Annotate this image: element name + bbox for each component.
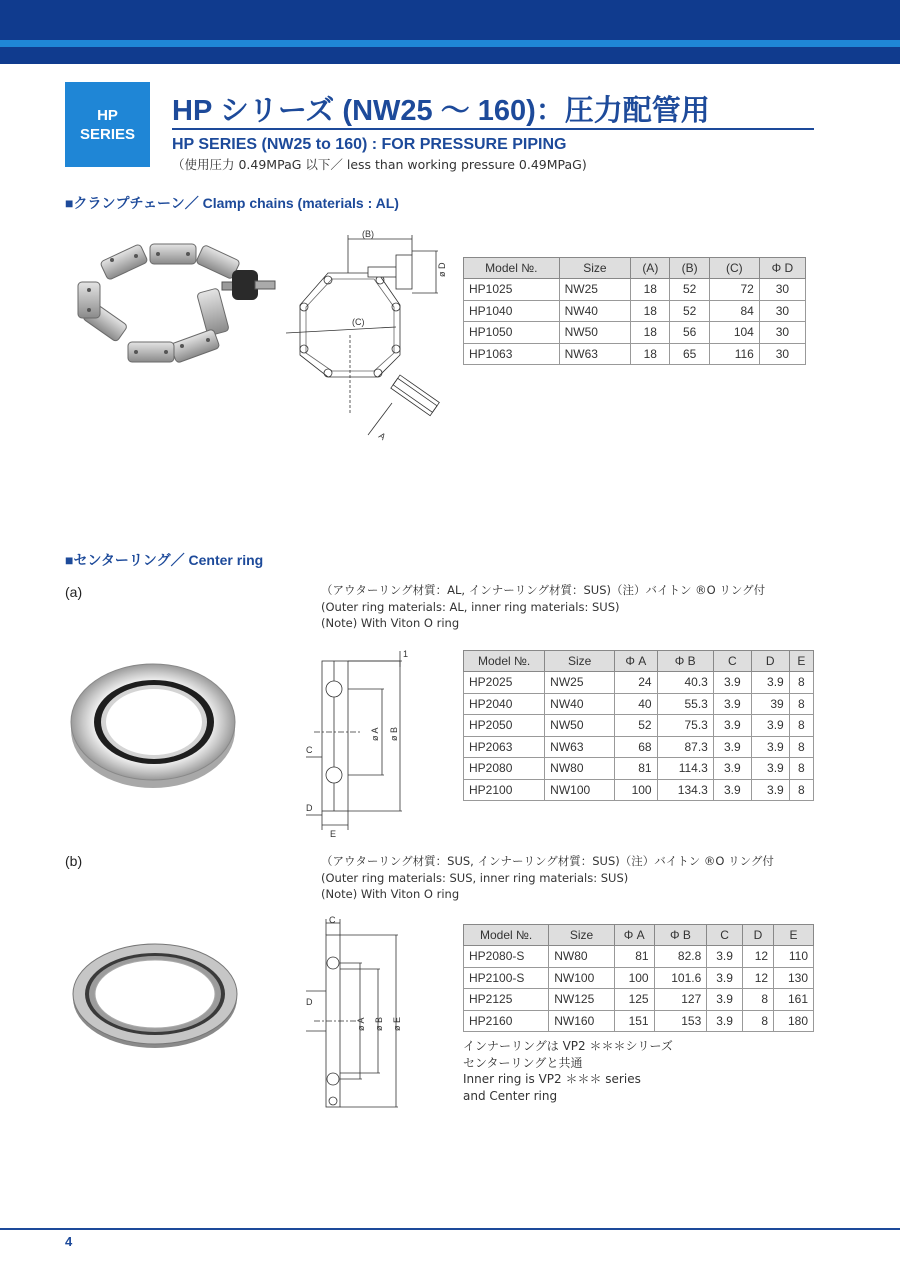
table-cell: 12 (742, 967, 773, 989)
table-cell: 3.9 (707, 967, 743, 989)
clamp-chain-photo (72, 238, 282, 378)
table-row (464, 343, 806, 365)
table-cell: NW50 (559, 322, 631, 344)
center-ring-a-photo (68, 658, 238, 790)
ring-b-label-e: ø E (392, 1016, 402, 1031)
column-header: D (742, 925, 773, 946)
ring-a-label-c: C (306, 745, 313, 755)
variant-label-b: (b) (65, 853, 83, 869)
page-subtitle: （使用圧力 0.49MPaG 以下／ less than working pressure 0.49MPaG) (172, 157, 587, 172)
footnote-line: インナーリングは VP2 ＊＊＊シリーズ (463, 1039, 673, 1053)
table-cell: HP2100-S (464, 967, 549, 989)
table-cell: 130 (774, 967, 814, 989)
column-header: (C) (709, 258, 759, 279)
column-header: E (789, 651, 813, 672)
footnote-line: センターリングと共通 (463, 1055, 583, 1070)
table-cell: 104 (709, 322, 759, 344)
table-cell: HP2160 (464, 1010, 549, 1032)
table-cell: 3.9 (713, 672, 751, 694)
note-line: （アウターリング材質：SUS, インナーリング材質：SUS)（注）バイトン ®O リング付 (321, 854, 774, 868)
table-cell: NW63 (559, 343, 631, 365)
table-cell: HP1040 (464, 300, 560, 322)
table-cell: 3.9 (713, 693, 751, 715)
section-title-center-ring: ■センターリング／ Center ring (65, 552, 264, 568)
clamp-chain-diagram (280, 225, 460, 455)
table-cell: 30 (759, 343, 805, 365)
ring-a-label-b: ø B (389, 726, 399, 741)
table-cell: 114.3 (657, 758, 713, 780)
table-cell: 75.3 (657, 715, 713, 737)
table-cell: HP2063 (464, 736, 545, 758)
note-line: (Note) With Viton O ring (321, 616, 460, 630)
center-ring-b-table (463, 924, 814, 1032)
note-line: (Outer ring materials: SUS, inner ring materials: SUS) (321, 870, 629, 885)
center-ring-b-diagram (300, 915, 420, 1110)
table-row (464, 693, 814, 715)
header-band (0, 0, 900, 40)
page-title-jp: HP シリーズ (NW25 ～ 160)：圧力配管用 (172, 95, 710, 127)
variant-label-a: (a) (65, 584, 83, 600)
table-cell: HP2040 (464, 693, 545, 715)
table-cell: 18 (631, 279, 670, 301)
table-cell: HP1025 (464, 279, 560, 301)
table-cell: NW125 (549, 989, 615, 1011)
table-cell: 8 (789, 672, 813, 694)
table-cell: 8 (789, 736, 813, 758)
table-cell: 101.6 (654, 967, 707, 989)
table-cell: 153 (654, 1010, 707, 1032)
footnote-line: Inner ring is VP2 ＊＊＊ series (463, 1072, 641, 1086)
column-header: (A) (631, 258, 670, 279)
table-row (464, 1010, 814, 1032)
ring-b-footnote (463, 1038, 673, 1104)
column-header: (B) (670, 258, 709, 279)
badge-line-1: HP (97, 107, 118, 124)
table-row (464, 946, 814, 968)
table-cell: 52 (615, 715, 658, 737)
table-cell: 8 (742, 1010, 773, 1032)
table-cell: 56 (670, 322, 709, 344)
table-cell: 72 (709, 279, 759, 301)
header-stripe (0, 40, 900, 47)
table-cell: 161 (774, 989, 814, 1011)
table-cell: 12 (742, 946, 773, 968)
table-row (464, 322, 806, 344)
column-header: Φ B (657, 651, 713, 672)
table-cell: 30 (759, 279, 805, 301)
column-header: C (707, 925, 743, 946)
clamp-chain-table (463, 257, 806, 365)
table-cell: 65 (670, 343, 709, 365)
ring-a-label-a: ø A (370, 727, 380, 741)
table-cell: NW100 (545, 779, 615, 801)
table-cell: HP2080 (464, 758, 545, 780)
table-cell: 18 (631, 343, 670, 365)
table-cell: 52 (670, 279, 709, 301)
table-cell: 30 (759, 322, 805, 344)
table-cell: NW25 (559, 279, 631, 301)
column-header: E (774, 925, 814, 946)
table-cell: NW25 (545, 672, 615, 694)
series-badge (65, 82, 150, 167)
ring-a-label-e: E (330, 829, 337, 839)
table-cell: 3.9 (707, 1010, 743, 1032)
table-cell: HP2050 (464, 715, 545, 737)
column-header: Size (545, 651, 615, 672)
table-cell: 87.3 (657, 736, 713, 758)
ring-b-label-d: D (306, 997, 313, 1007)
title-divider (172, 128, 814, 130)
table-cell: 3.9 (707, 946, 743, 968)
table-cell: 125 (614, 989, 654, 1011)
table-header-row (464, 925, 814, 946)
ring-a-label-one: 1 (403, 649, 409, 659)
table-cell: 3.9 (751, 779, 789, 801)
table-row (464, 736, 814, 758)
table-cell: 134.3 (657, 779, 713, 801)
clamp-diagram-label-b: (B) (362, 229, 374, 239)
table-cell: NW40 (545, 693, 615, 715)
table-cell: 68 (615, 736, 658, 758)
table-cell: 151 (614, 1010, 654, 1032)
table-cell: 3.9 (751, 715, 789, 737)
table-row (464, 758, 814, 780)
table-cell: 84 (709, 300, 759, 322)
table-cell: 82.8 (654, 946, 707, 968)
table-cell: 8 (789, 693, 813, 715)
table-cell: NW100 (549, 967, 615, 989)
center-ring-b-photo (70, 940, 240, 1050)
column-header: D (751, 651, 789, 672)
table-cell: 81 (614, 946, 654, 968)
table-cell: NW40 (559, 300, 631, 322)
table-cell: HP1050 (464, 322, 560, 344)
column-header: Φ A (615, 651, 658, 672)
clamp-diagram-label-c: (C) (352, 317, 365, 327)
table-cell: NW63 (545, 736, 615, 758)
table-cell: 3.9 (751, 736, 789, 758)
page-title-en: HP SERIES (NW25 to 160) : FOR PRESSURE PIPING (172, 136, 567, 153)
ring-b-label-a: ø A (356, 1017, 366, 1031)
table-row (464, 300, 806, 322)
column-header: Model №. (464, 925, 549, 946)
table-cell: 180 (774, 1010, 814, 1032)
column-header: Φ B (654, 925, 707, 946)
ring-b-label-c: C (329, 915, 336, 925)
table-cell: 3.9 (751, 672, 789, 694)
table-row (464, 672, 814, 694)
table-cell: 40 (615, 693, 658, 715)
table-cell: 18 (631, 300, 670, 322)
column-header: Model №. (464, 651, 545, 672)
note-line: (Note) With Viton O ring (321, 887, 460, 901)
center-ring-a-diagram (300, 645, 420, 840)
table-cell: 100 (615, 779, 658, 801)
variant-b-note (321, 853, 774, 903)
table-row (464, 715, 814, 737)
column-header: Φ D (759, 258, 805, 279)
table-cell: 127 (654, 989, 707, 1011)
note-line: （アウターリング材質：AL, インナーリング材質：SUS)（注）バイトン ®O リング付 (321, 583, 766, 597)
badge-line-2: SERIES (79, 126, 136, 143)
table-cell: 52 (670, 300, 709, 322)
table-cell: 39 (751, 693, 789, 715)
table-row (464, 989, 814, 1011)
table-cell: NW50 (545, 715, 615, 737)
table-cell: 3.9 (713, 736, 751, 758)
table-cell: 116 (709, 343, 759, 365)
table-cell: 8 (789, 715, 813, 737)
table-cell: 8 (789, 758, 813, 780)
table-cell: 18 (631, 322, 670, 344)
clamp-diagram-label-d: ø D (437, 262, 447, 277)
table-cell: HP2080-S (464, 946, 549, 968)
table-cell: 30 (759, 300, 805, 322)
table-cell: 40.3 (657, 672, 713, 694)
page-number: 4 (65, 1234, 73, 1249)
table-row (464, 967, 814, 989)
table-cell: HP2100 (464, 779, 545, 801)
table-cell: 110 (774, 946, 814, 968)
footer-divider (0, 1228, 900, 1230)
table-cell: 3.9 (713, 758, 751, 780)
table-cell: HP2025 (464, 672, 545, 694)
table-cell: 3.9 (707, 989, 743, 1011)
table-cell: NW160 (549, 1010, 615, 1032)
header-band-lower (0, 47, 900, 64)
table-cell: 100 (614, 967, 654, 989)
column-header: Model №. (464, 258, 560, 279)
footnote-line: and Center ring (463, 1088, 558, 1103)
column-header: Φ A (614, 925, 654, 946)
table-cell: NW80 (545, 758, 615, 780)
table-cell: 81 (615, 758, 658, 780)
table-cell: 3.9 (713, 779, 751, 801)
clamp-diagram-label-a: A (376, 430, 388, 443)
variant-a-note (321, 582, 765, 632)
note-line: (Outer ring materials: AL, inner ring materials: SUS) (321, 599, 620, 614)
column-header: Size (559, 258, 631, 279)
center-ring-a-table (463, 650, 814, 801)
table-cell: 8 (789, 779, 813, 801)
table-row (464, 279, 806, 301)
table-cell: 24 (615, 672, 658, 694)
table-cell: HP1063 (464, 343, 560, 365)
table-cell: NW80 (549, 946, 615, 968)
column-header: C (713, 651, 751, 672)
table-cell: 3.9 (713, 715, 751, 737)
table-cell: 3.9 (751, 758, 789, 780)
table-header-row (464, 651, 814, 672)
column-header: Size (549, 925, 615, 946)
ring-a-label-d: D (306, 803, 313, 813)
table-cell: HP2125 (464, 989, 549, 1011)
table-row (464, 779, 814, 801)
table-cell: 55.3 (657, 693, 713, 715)
ring-b-label-b: ø B (374, 1016, 384, 1031)
table-header-row (464, 258, 806, 279)
section-title-clamp: ■クランプチェーン／ Clamp chains (materials : AL) (65, 195, 399, 211)
table-cell: 8 (742, 989, 773, 1011)
